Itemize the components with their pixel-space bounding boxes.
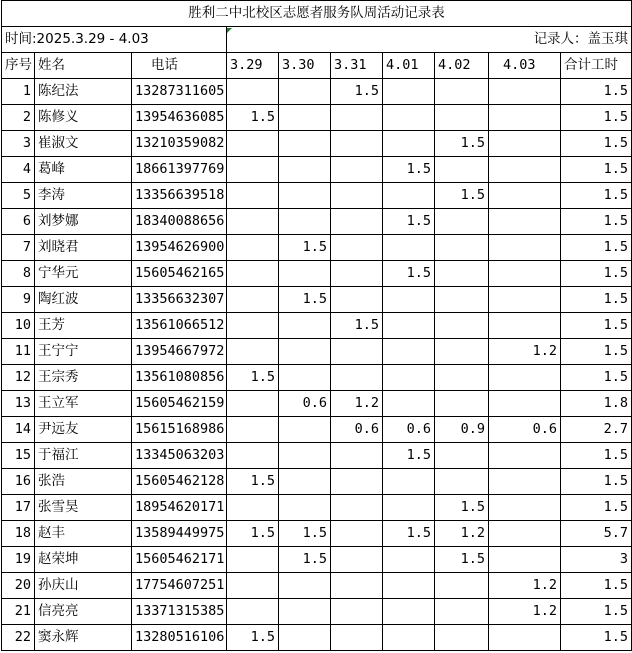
- hours-cell[interactable]: [227, 339, 279, 365]
- hours-cell[interactable]: [435, 599, 489, 625]
- phone-number[interactable]: 18340088656: [132, 209, 227, 235]
- row-index[interactable]: 10: [2, 313, 35, 339]
- volunteer-record-sheet: [1, 0, 631, 651]
- table-row: [2, 495, 632, 521]
- hours-cell[interactable]: [435, 287, 489, 313]
- hours-cell[interactable]: [331, 235, 383, 261]
- hours-cell[interactable]: [331, 183, 383, 209]
- hours-cell[interactable]: 1.5: [331, 313, 383, 339]
- total-hours[interactable]: 1.5: [561, 79, 632, 105]
- hours-cell[interactable]: 1.5: [279, 235, 331, 261]
- hours-cell[interactable]: [279, 417, 331, 443]
- volunteer-name[interactable]: 张浩: [35, 469, 132, 495]
- cell-comment-marker: [227, 28, 232, 33]
- hours-cell[interactable]: 1.2: [489, 599, 561, 625]
- volunteer-name[interactable]: 刘梦娜: [35, 209, 132, 235]
- hours-cell[interactable]: [383, 391, 435, 417]
- header-row: [2, 53, 632, 79]
- hours-cell[interactable]: [227, 417, 279, 443]
- hours-cell[interactable]: [279, 469, 331, 495]
- hours-cell[interactable]: [489, 183, 561, 209]
- table-row: [2, 209, 632, 235]
- hours-cell[interactable]: [383, 313, 435, 339]
- volunteer-name[interactable]: 孙庆山: [35, 573, 132, 599]
- hours-cell[interactable]: [227, 443, 279, 469]
- row-index[interactable]: 22: [2, 625, 35, 651]
- row-index[interactable]: 8: [2, 261, 35, 287]
- header-date: 4.02: [435, 53, 489, 79]
- phone-number[interactable]: 13280516106: [132, 625, 227, 651]
- row-index[interactable]: 3: [2, 131, 35, 157]
- hours-cell[interactable]: [331, 339, 383, 365]
- hours-cell[interactable]: [489, 209, 561, 235]
- hours-cell[interactable]: [227, 599, 279, 625]
- hours-cell[interactable]: [331, 599, 383, 625]
- volunteer-name[interactable]: 李涛: [35, 183, 132, 209]
- phone-number[interactable]: 13210359082: [132, 131, 227, 157]
- row-index[interactable]: 9: [2, 287, 35, 313]
- hours-cell[interactable]: [383, 573, 435, 599]
- hours-cell[interactable]: [383, 495, 435, 521]
- row-index[interactable]: 12: [2, 365, 35, 391]
- hours-cell[interactable]: [489, 131, 561, 157]
- total-hours[interactable]: 1.5: [561, 287, 632, 313]
- hours-cell[interactable]: 1.5: [383, 443, 435, 469]
- hours-cell[interactable]: [435, 209, 489, 235]
- hours-cell[interactable]: [279, 261, 331, 287]
- table-row: [2, 183, 632, 209]
- volunteer-name[interactable]: 尹远友: [35, 417, 132, 443]
- hours-cell[interactable]: 1.5: [435, 495, 489, 521]
- total-hours[interactable]: 1.5: [561, 443, 632, 469]
- hours-cell[interactable]: [489, 79, 561, 105]
- hours-cell[interactable]: [227, 157, 279, 183]
- hours-cell[interactable]: 1.2: [435, 521, 489, 547]
- hours-cell[interactable]: [383, 79, 435, 105]
- hours-cell[interactable]: [435, 105, 489, 131]
- hours-cell[interactable]: [331, 521, 383, 547]
- hours-cell[interactable]: [383, 105, 435, 131]
- hours-cell[interactable]: 1.5: [227, 105, 279, 131]
- phone-number[interactable]: 15605462128: [132, 469, 227, 495]
- hours-cell[interactable]: [227, 235, 279, 261]
- hours-cell[interactable]: 0.9: [435, 417, 489, 443]
- hours-cell[interactable]: [279, 573, 331, 599]
- hours-cell[interactable]: [279, 443, 331, 469]
- volunteer-name[interactable]: 张雪昊: [35, 495, 132, 521]
- table-row: [2, 469, 632, 495]
- total-hours[interactable]: 1.5: [561, 131, 632, 157]
- volunteer-name[interactable]: 宁华元: [35, 261, 132, 287]
- hours-cell[interactable]: [383, 599, 435, 625]
- hours-cell[interactable]: 0.6: [489, 417, 561, 443]
- hours-cell[interactable]: [331, 625, 383, 651]
- hours-cell[interactable]: [435, 339, 489, 365]
- hours-cell[interactable]: [489, 625, 561, 651]
- hours-cell[interactable]: [489, 469, 561, 495]
- phone-number[interactable]: 13345063203: [132, 443, 227, 469]
- total-hours[interactable]: 1.8: [561, 391, 632, 417]
- hours-cell[interactable]: 0.6: [331, 417, 383, 443]
- hours-cell[interactable]: [489, 443, 561, 469]
- total-hours[interactable]: 1.5: [561, 209, 632, 235]
- hours-cell[interactable]: [331, 105, 383, 131]
- phone-number[interactable]: 13287311605: [132, 79, 227, 105]
- total-hours[interactable]: 1.5: [561, 365, 632, 391]
- hours-cell[interactable]: [227, 209, 279, 235]
- phone-number[interactable]: 13954626900: [132, 235, 227, 261]
- hours-cell[interactable]: [227, 573, 279, 599]
- hours-cell[interactable]: 1.2: [331, 391, 383, 417]
- hours-cell[interactable]: 1.5: [279, 521, 331, 547]
- phone-number[interactable]: 13954636085: [132, 105, 227, 131]
- row-index[interactable]: 5: [2, 183, 35, 209]
- hours-cell[interactable]: [279, 131, 331, 157]
- row-index[interactable]: 14: [2, 417, 35, 443]
- hours-cell[interactable]: [331, 469, 383, 495]
- hours-cell[interactable]: [331, 287, 383, 313]
- total-hours[interactable]: 1.5: [561, 599, 632, 625]
- hours-cell[interactable]: [331, 495, 383, 521]
- hours-cell[interactable]: [383, 625, 435, 651]
- hours-cell[interactable]: [489, 313, 561, 339]
- hours-cell[interactable]: [435, 157, 489, 183]
- hours-cell[interactable]: [279, 157, 331, 183]
- hours-cell[interactable]: [331, 573, 383, 599]
- total-hours[interactable]: 1.5: [561, 105, 632, 131]
- hours-cell[interactable]: [489, 287, 561, 313]
- volunteer-name[interactable]: 王立军: [35, 391, 132, 417]
- phone-number[interactable]: 17754607251: [132, 573, 227, 599]
- title-row: [2, 1, 632, 27]
- hours-cell[interactable]: 1.5: [227, 521, 279, 547]
- hours-cell[interactable]: [227, 131, 279, 157]
- table-row: [2, 157, 632, 183]
- phone-number[interactable]: 18661397769: [132, 157, 227, 183]
- phone-number[interactable]: 15615168986: [132, 417, 227, 443]
- hours-cell[interactable]: [279, 183, 331, 209]
- total-hours[interactable]: 1.5: [561, 313, 632, 339]
- hours-cell[interactable]: [435, 365, 489, 391]
- phone-number[interactable]: 13356632307: [132, 287, 227, 313]
- hours-cell[interactable]: [435, 391, 489, 417]
- table-row: [2, 417, 632, 443]
- header-date: 3.30: [279, 53, 331, 79]
- hours-cell[interactable]: [489, 521, 561, 547]
- table-row: [2, 131, 632, 157]
- header-phone: 电话: [132, 53, 227, 79]
- hours-cell[interactable]: 0.6: [383, 417, 435, 443]
- total-hours[interactable]: 1.5: [561, 183, 632, 209]
- hours-cell[interactable]: 1.5: [331, 79, 383, 105]
- row-index[interactable]: 7: [2, 235, 35, 261]
- phone-number[interactable]: 13356639518: [132, 183, 227, 209]
- hours-cell[interactable]: [331, 209, 383, 235]
- hours-cell[interactable]: [227, 391, 279, 417]
- volunteer-name[interactable]: 王宁宁: [35, 339, 132, 365]
- volunteer-name[interactable]: 陈纪法: [35, 79, 132, 105]
- hours-cell[interactable]: [227, 495, 279, 521]
- total-hours[interactable]: 1.5: [561, 495, 632, 521]
- table-row: [2, 313, 632, 339]
- total-hours[interactable]: 1.5: [561, 339, 632, 365]
- total-hours[interactable]: 5.7: [561, 521, 632, 547]
- table-row: [2, 79, 632, 105]
- hours-cell[interactable]: [331, 547, 383, 573]
- row-index[interactable]: 19: [2, 547, 35, 573]
- phone-number[interactable]: 13954667972: [132, 339, 227, 365]
- row-index[interactable]: 1: [2, 79, 35, 105]
- volunteer-name[interactable]: 赵荣坤: [35, 547, 132, 573]
- table-row: [2, 365, 632, 391]
- phone-number[interactable]: 15605462159: [132, 391, 227, 417]
- hours-cell[interactable]: [435, 235, 489, 261]
- hours-cell[interactable]: 1.5: [383, 209, 435, 235]
- hours-cell[interactable]: [383, 365, 435, 391]
- table-row: [2, 339, 632, 365]
- header-date: 4.01: [383, 53, 435, 79]
- volunteer-name[interactable]: 王芳: [35, 313, 132, 339]
- hours-cell[interactable]: [331, 261, 383, 287]
- hours-cell[interactable]: [489, 105, 561, 131]
- row-index[interactable]: 20: [2, 573, 35, 599]
- hours-cell[interactable]: [227, 287, 279, 313]
- volunteer-name[interactable]: 葛峰: [35, 157, 132, 183]
- row-index[interactable]: 4: [2, 157, 35, 183]
- hours-cell[interactable]: 1.5: [227, 365, 279, 391]
- hours-cell[interactable]: [227, 183, 279, 209]
- volunteer-name[interactable]: 于福江: [35, 443, 132, 469]
- hours-cell[interactable]: [331, 157, 383, 183]
- hours-cell[interactable]: 1.5: [435, 131, 489, 157]
- recorder: 记录人：盖玉琪: [227, 27, 632, 53]
- hours-cell[interactable]: [227, 313, 279, 339]
- volunteer-name[interactable]: 陈修义: [35, 105, 132, 131]
- hours-cell[interactable]: [279, 495, 331, 521]
- hours-cell[interactable]: [279, 209, 331, 235]
- phone-number[interactable]: 13371315385: [132, 599, 227, 625]
- hours-cell[interactable]: 1.5: [227, 625, 279, 651]
- time-range: 时间:2025.3.29 - 4.03: [2, 27, 227, 53]
- row-index[interactable]: 11: [2, 339, 35, 365]
- hours-cell[interactable]: [279, 313, 331, 339]
- table-row: [2, 625, 632, 651]
- hours-cell[interactable]: [279, 339, 331, 365]
- row-index[interactable]: 18: [2, 521, 35, 547]
- phone-number[interactable]: 18954620171: [132, 495, 227, 521]
- hours-cell[interactable]: [489, 157, 561, 183]
- volunteer-name[interactable]: 窦永辉: [35, 625, 132, 651]
- volunteer-name[interactable]: 信亮亮: [35, 599, 132, 625]
- hours-cell[interactable]: [435, 625, 489, 651]
- hours-cell[interactable]: 1.5: [279, 287, 331, 313]
- hours-cell[interactable]: [279, 79, 331, 105]
- row-index[interactable]: 17: [2, 495, 35, 521]
- volunteer-name[interactable]: 王宗秀: [35, 365, 132, 391]
- hours-cell[interactable]: [279, 365, 331, 391]
- header-total: 合计工时: [561, 53, 632, 79]
- hours-cell[interactable]: [331, 365, 383, 391]
- table-row: [2, 443, 632, 469]
- row-index[interactable]: 2: [2, 105, 35, 131]
- hours-cell[interactable]: [435, 79, 489, 105]
- table-row: [2, 261, 632, 287]
- hours-cell[interactable]: 0.6: [279, 391, 331, 417]
- table-row: [2, 235, 632, 261]
- hours-cell[interactable]: [489, 365, 561, 391]
- hours-cell[interactable]: [489, 495, 561, 521]
- record-table: [1, 0, 632, 651]
- hours-cell[interactable]: 1.5: [383, 521, 435, 547]
- total-hours[interactable]: 1.5: [561, 157, 632, 183]
- hours-cell[interactable]: 1.5: [279, 547, 331, 573]
- phone-number[interactable]: 15605462171: [132, 547, 227, 573]
- volunteer-name[interactable]: 刘晓君: [35, 235, 132, 261]
- table-row: [2, 105, 632, 131]
- sheet-title: 胜利二中北校区志愿者服务队周活动记录表: [2, 1, 632, 27]
- hours-cell[interactable]: [227, 79, 279, 105]
- meta-row: [2, 27, 632, 53]
- total-hours[interactable]: 1.5: [561, 261, 632, 287]
- hours-cell[interactable]: [383, 339, 435, 365]
- header-date: 3.31: [331, 53, 383, 79]
- hours-cell[interactable]: [489, 261, 561, 287]
- hours-cell[interactable]: 1.5: [383, 157, 435, 183]
- hours-cell[interactable]: [227, 547, 279, 573]
- hours-cell[interactable]: [435, 261, 489, 287]
- hours-cell[interactable]: 1.5: [435, 547, 489, 573]
- hours-cell[interactable]: [383, 183, 435, 209]
- hours-cell[interactable]: [435, 313, 489, 339]
- volunteer-name[interactable]: 赵丰: [35, 521, 132, 547]
- total-hours[interactable]: 1.5: [561, 235, 632, 261]
- total-hours[interactable]: 1.5: [561, 469, 632, 495]
- hours-cell[interactable]: [383, 131, 435, 157]
- hours-cell[interactable]: 1.5: [227, 469, 279, 495]
- table-row: [2, 521, 632, 547]
- row-index[interactable]: 21: [2, 599, 35, 625]
- row-index[interactable]: 16: [2, 469, 35, 495]
- header-index: 序号: [2, 53, 35, 79]
- header-date: 3.29: [227, 53, 279, 79]
- hours-cell[interactable]: [279, 105, 331, 131]
- total-hours[interactable]: 2.7: [561, 417, 632, 443]
- hours-cell[interactable]: [435, 573, 489, 599]
- table-row: [2, 287, 632, 313]
- hours-cell[interactable]: [279, 599, 331, 625]
- phone-number[interactable]: 13561066512: [132, 313, 227, 339]
- hours-cell[interactable]: [227, 261, 279, 287]
- row-index[interactable]: 13: [2, 391, 35, 417]
- total-hours[interactable]: 1.5: [561, 573, 632, 599]
- phone-number[interactable]: 13561080856: [132, 365, 227, 391]
- table-row: [2, 391, 632, 417]
- phone-number[interactable]: 15605462165: [132, 261, 227, 287]
- hours-cell[interactable]: 1.5: [435, 183, 489, 209]
- hours-cell[interactable]: [489, 391, 561, 417]
- hours-cell[interactable]: [383, 469, 435, 495]
- table-row: [2, 547, 632, 573]
- hours-cell[interactable]: 1.2: [489, 573, 561, 599]
- volunteer-name[interactable]: 陶红波: [35, 287, 132, 313]
- total-hours[interactable]: 3: [561, 547, 632, 573]
- hours-cell[interactable]: [383, 287, 435, 313]
- hours-cell[interactable]: [279, 625, 331, 651]
- hours-cell[interactable]: [383, 235, 435, 261]
- table-row: [2, 573, 632, 599]
- header-date: 4.03: [489, 53, 561, 79]
- total-hours[interactable]: 1.5: [561, 625, 632, 651]
- hours-cell[interactable]: [331, 443, 383, 469]
- row-index[interactable]: 15: [2, 443, 35, 469]
- row-index[interactable]: 6: [2, 209, 35, 235]
- hours-cell[interactable]: [435, 443, 489, 469]
- hours-cell[interactable]: [489, 547, 561, 573]
- hours-cell[interactable]: [331, 131, 383, 157]
- header-name: 姓名: [35, 53, 132, 79]
- volunteer-name[interactable]: 崔淑文: [35, 131, 132, 157]
- hours-cell[interactable]: 1.2: [489, 339, 561, 365]
- phone-number[interactable]: 13589449975: [132, 521, 227, 547]
- hours-cell[interactable]: [383, 547, 435, 573]
- hours-cell[interactable]: 1.5: [383, 261, 435, 287]
- hours-cell[interactable]: [435, 469, 489, 495]
- table-row: [2, 599, 632, 625]
- hours-cell[interactable]: [489, 235, 561, 261]
